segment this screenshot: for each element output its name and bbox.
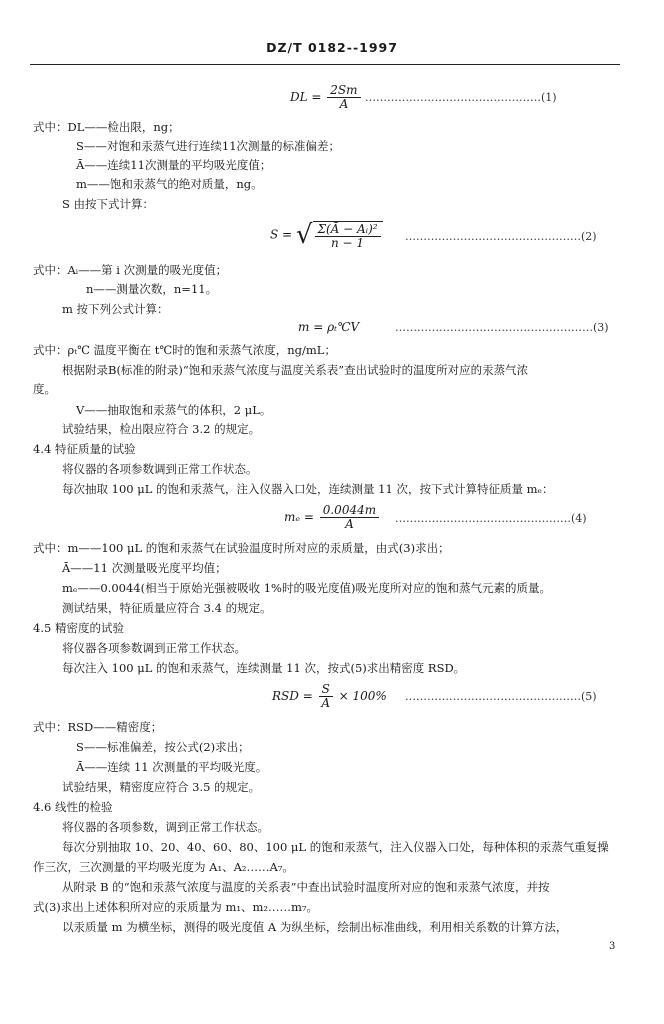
formula-2-numerator: Σ(Ā − Aᵢ)² (315, 223, 381, 237)
formula-5-rhs: × 100% (338, 689, 387, 703)
sqrt-symbol: √ $\frac{\text{Σ(Ā − Aᵢ)²}}{n - 1}$ (296, 220, 383, 250)
formula-4-lhs: mₑ = (284, 510, 314, 524)
text-line: mₑ——0.0044(相当于原始光强被吸收 1%时的吸光度值)吸光度所对应的饱和蒸气元素的质量。 (62, 581, 551, 595)
text-line: 试验结果，精密度应符合 3.5 的规定。 (62, 780, 261, 794)
text-line: 每次分别抽取 10、20、40、60、80、100 μL 的饱和汞蒸气，注入仪器入口处，每种体积的汞蒸气重复操 (62, 840, 609, 854)
page-header: DZ/T 0182--1997 (266, 40, 398, 55)
text-line: 试验结果，检出限应符合 3.2 的规定。 (62, 422, 261, 436)
text-line: 将仪器的各项参数调到正常工作状态。 (62, 462, 258, 476)
text-line: S——标准偏差，按公式(2)求出； (76, 740, 250, 754)
formula-5-denominator: Ā (321, 696, 331, 710)
text-line: 式中：ρₜ℃ 温度平衡在 t℃时的饱和汞蒸气浓度，ng/mL； (33, 343, 336, 357)
section-heading: 4.6 线性的检验 (33, 800, 113, 814)
section-heading: 4.5 精密度的试验 (33, 621, 124, 635)
formula-2-number: …………………………………………(2) (405, 230, 597, 243)
formula-2-lhs: S = (270, 227, 293, 242)
section-heading: 4.4 特征质量的试验 (33, 442, 136, 456)
formula-5 (272, 683, 387, 710)
text-line: 测试结果，特征质量应符合 3.4 的规定。 (62, 601, 272, 615)
text-line: 将仪器的各项参数，调到正常工作状态。 (62, 820, 269, 834)
text-line: S——对饱和汞蒸气进行连续11次测量的标准偏差； (76, 139, 341, 153)
formula-3-number: ………………………………………………(3) (395, 321, 609, 334)
text-line: m 按下列公式计算： (62, 302, 169, 316)
text-line: m——饱和汞蒸气的绝对质量，ng。 (76, 177, 263, 191)
text-line: 式中：m——100 μL 的饱和汞蒸气在试验温度时所对应的汞质量，由式(3)求出； (33, 541, 450, 555)
text-line: Ā——连续 11 次测量的平均吸光度。 (76, 760, 268, 774)
page-number: 3 (609, 941, 616, 952)
formula-1-fraction (327, 84, 360, 111)
formula-4-fraction (320, 504, 379, 531)
text-line: 将仪器各项参数调到正常工作状态。 (62, 641, 246, 655)
text-line: V——抽取饱和汞蒸气的体积，2 μL。 (76, 403, 272, 417)
text-line: 根据附录B(标准的附录)“饱和汞蒸气浓度与温度关系表”查出试验时的温度所对应的汞蒸气浓 (62, 363, 529, 377)
formula-4-numerator: 0.0044m (320, 504, 379, 518)
formula-4-denominator: Ā (345, 517, 354, 531)
formula-5-number: …………………………………………(5) (405, 690, 597, 703)
text-line: 每次抽取 100 μL 的饱和汞蒸气，注入仪器入口处，连续测量 11 次，按下式计算特征质量 mₑ： (62, 482, 554, 496)
text-line: Ā——连续11次测量的平均吸光度值； (76, 158, 272, 172)
formula-1-lhs: DL = (290, 90, 322, 104)
formula-3: m = ρₜ℃V (298, 320, 360, 334)
formula-1 (290, 84, 363, 111)
formula-5-fraction (319, 683, 333, 710)
text-line: 式中：DL——检出限，ng； (33, 120, 180, 134)
formula-1-denominator: A (339, 97, 349, 111)
text-line: Ā——11 次测量吸光度平均值； (62, 561, 227, 575)
text-line: 以汞质量 m 为横坐标，测得的吸光度值 A 为纵坐标，绘制出标准曲线，利用相关系数的计算方法， (62, 920, 568, 934)
text-line: n——测量次数，n=11。 (86, 282, 218, 296)
text-line: 式中：RSD——精密度； (33, 720, 163, 734)
formula-4-number: …………………………………………(4) (395, 512, 587, 525)
formula-5-lhs: RSD = (272, 689, 313, 703)
text-line: 每次注入 100 μL 的饱和汞蒸气，连续测量 11 次，按式(5)求出精密度 RSD。 (62, 661, 466, 675)
text-line: 作三次，三次测量的平均吸光度为 A₁、A₂……A₇。 (33, 860, 294, 874)
formula-2-denominator: n − 1 (331, 235, 365, 250)
text-line: 从附录 B 的“饱和汞蒸气浓度与温度的关系表”中查出试验时温度所对应的饱和汞蒸气浓度，并按 (62, 880, 550, 894)
text-line: 度。 (33, 382, 56, 396)
formula-5-numerator: S (319, 683, 333, 697)
formula-2 (270, 220, 383, 250)
text-line: S 由按下式计算： (62, 197, 155, 211)
formula-1-numerator: 2Sm (327, 84, 360, 98)
formula-2-fraction (315, 223, 381, 250)
text-line: 式(3)求出上述体积所对应的汞质量为 m₁、m₂……m₇。 (33, 900, 318, 914)
header-rule (30, 64, 620, 65)
formula-4 (284, 504, 381, 531)
text-line: 式中：Aᵢ——第 i 次测量的吸光度值； (33, 263, 228, 277)
formula-1-number: …………………………………………(1) (365, 91, 557, 104)
